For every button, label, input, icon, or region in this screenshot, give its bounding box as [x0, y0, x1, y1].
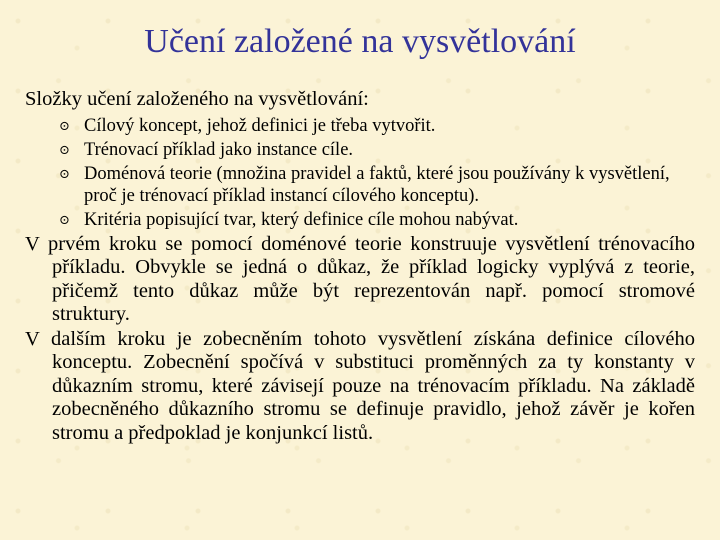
bullet-list [25, 115, 695, 231]
bullet-icon: ⊙ [59, 165, 70, 181]
list-item [59, 115, 695, 137]
bullet-text: Kritéria popisující tvar, který definice cíle mohou nabývat. [84, 209, 519, 230]
bullet-icon: ⊙ [59, 141, 70, 157]
bullet-text: Cílový koncept, jehož definici je třeba vytvořit. [84, 115, 436, 136]
bullet-icon: ⊙ [59, 211, 70, 227]
list-item [59, 209, 695, 231]
bullet-icon: ⊙ [59, 117, 70, 133]
slide-title: Učení založené na vysvětlování [144, 23, 576, 60]
intro-text: Složky učení založeného na vysvětlování: [25, 88, 369, 110]
slide-content [25, 88, 695, 445]
list-item [59, 163, 695, 207]
list-item [59, 139, 695, 161]
paragraph: V prvém kroku se pomocí doménové teorie konstruuje vysvětlení trénovacího příkladu. Obvykle se jedná o důkaz, že příklad logicky vyplývá z teorie, přičemž tento důkaz může být reprezentován např. pomocí stromové struktury. [25, 232, 695, 325]
bullet-text: Doménová teorie (množina pravidel a faktů, které jsou používány k vysvětlení, proč je trénovací příklad instancí cílového konceptu). [84, 163, 670, 206]
bullet-text: Trénovací příklad jako instance cíle. [84, 139, 354, 160]
paragraph: V dalším kroku je zobecněním tohoto vysvětlení získána definice cílového konceptu. Zobecnění spočívá v substituci proměnných za ty konstanty v důkazním stromu, které závisejí pouze na trénovacím příkladu. Na základě zobecněného důkazního stromu se definuje pravidlo, jehož závěr je kořen stromu a předpoklad je konjunkcí listů. [25, 327, 695, 444]
